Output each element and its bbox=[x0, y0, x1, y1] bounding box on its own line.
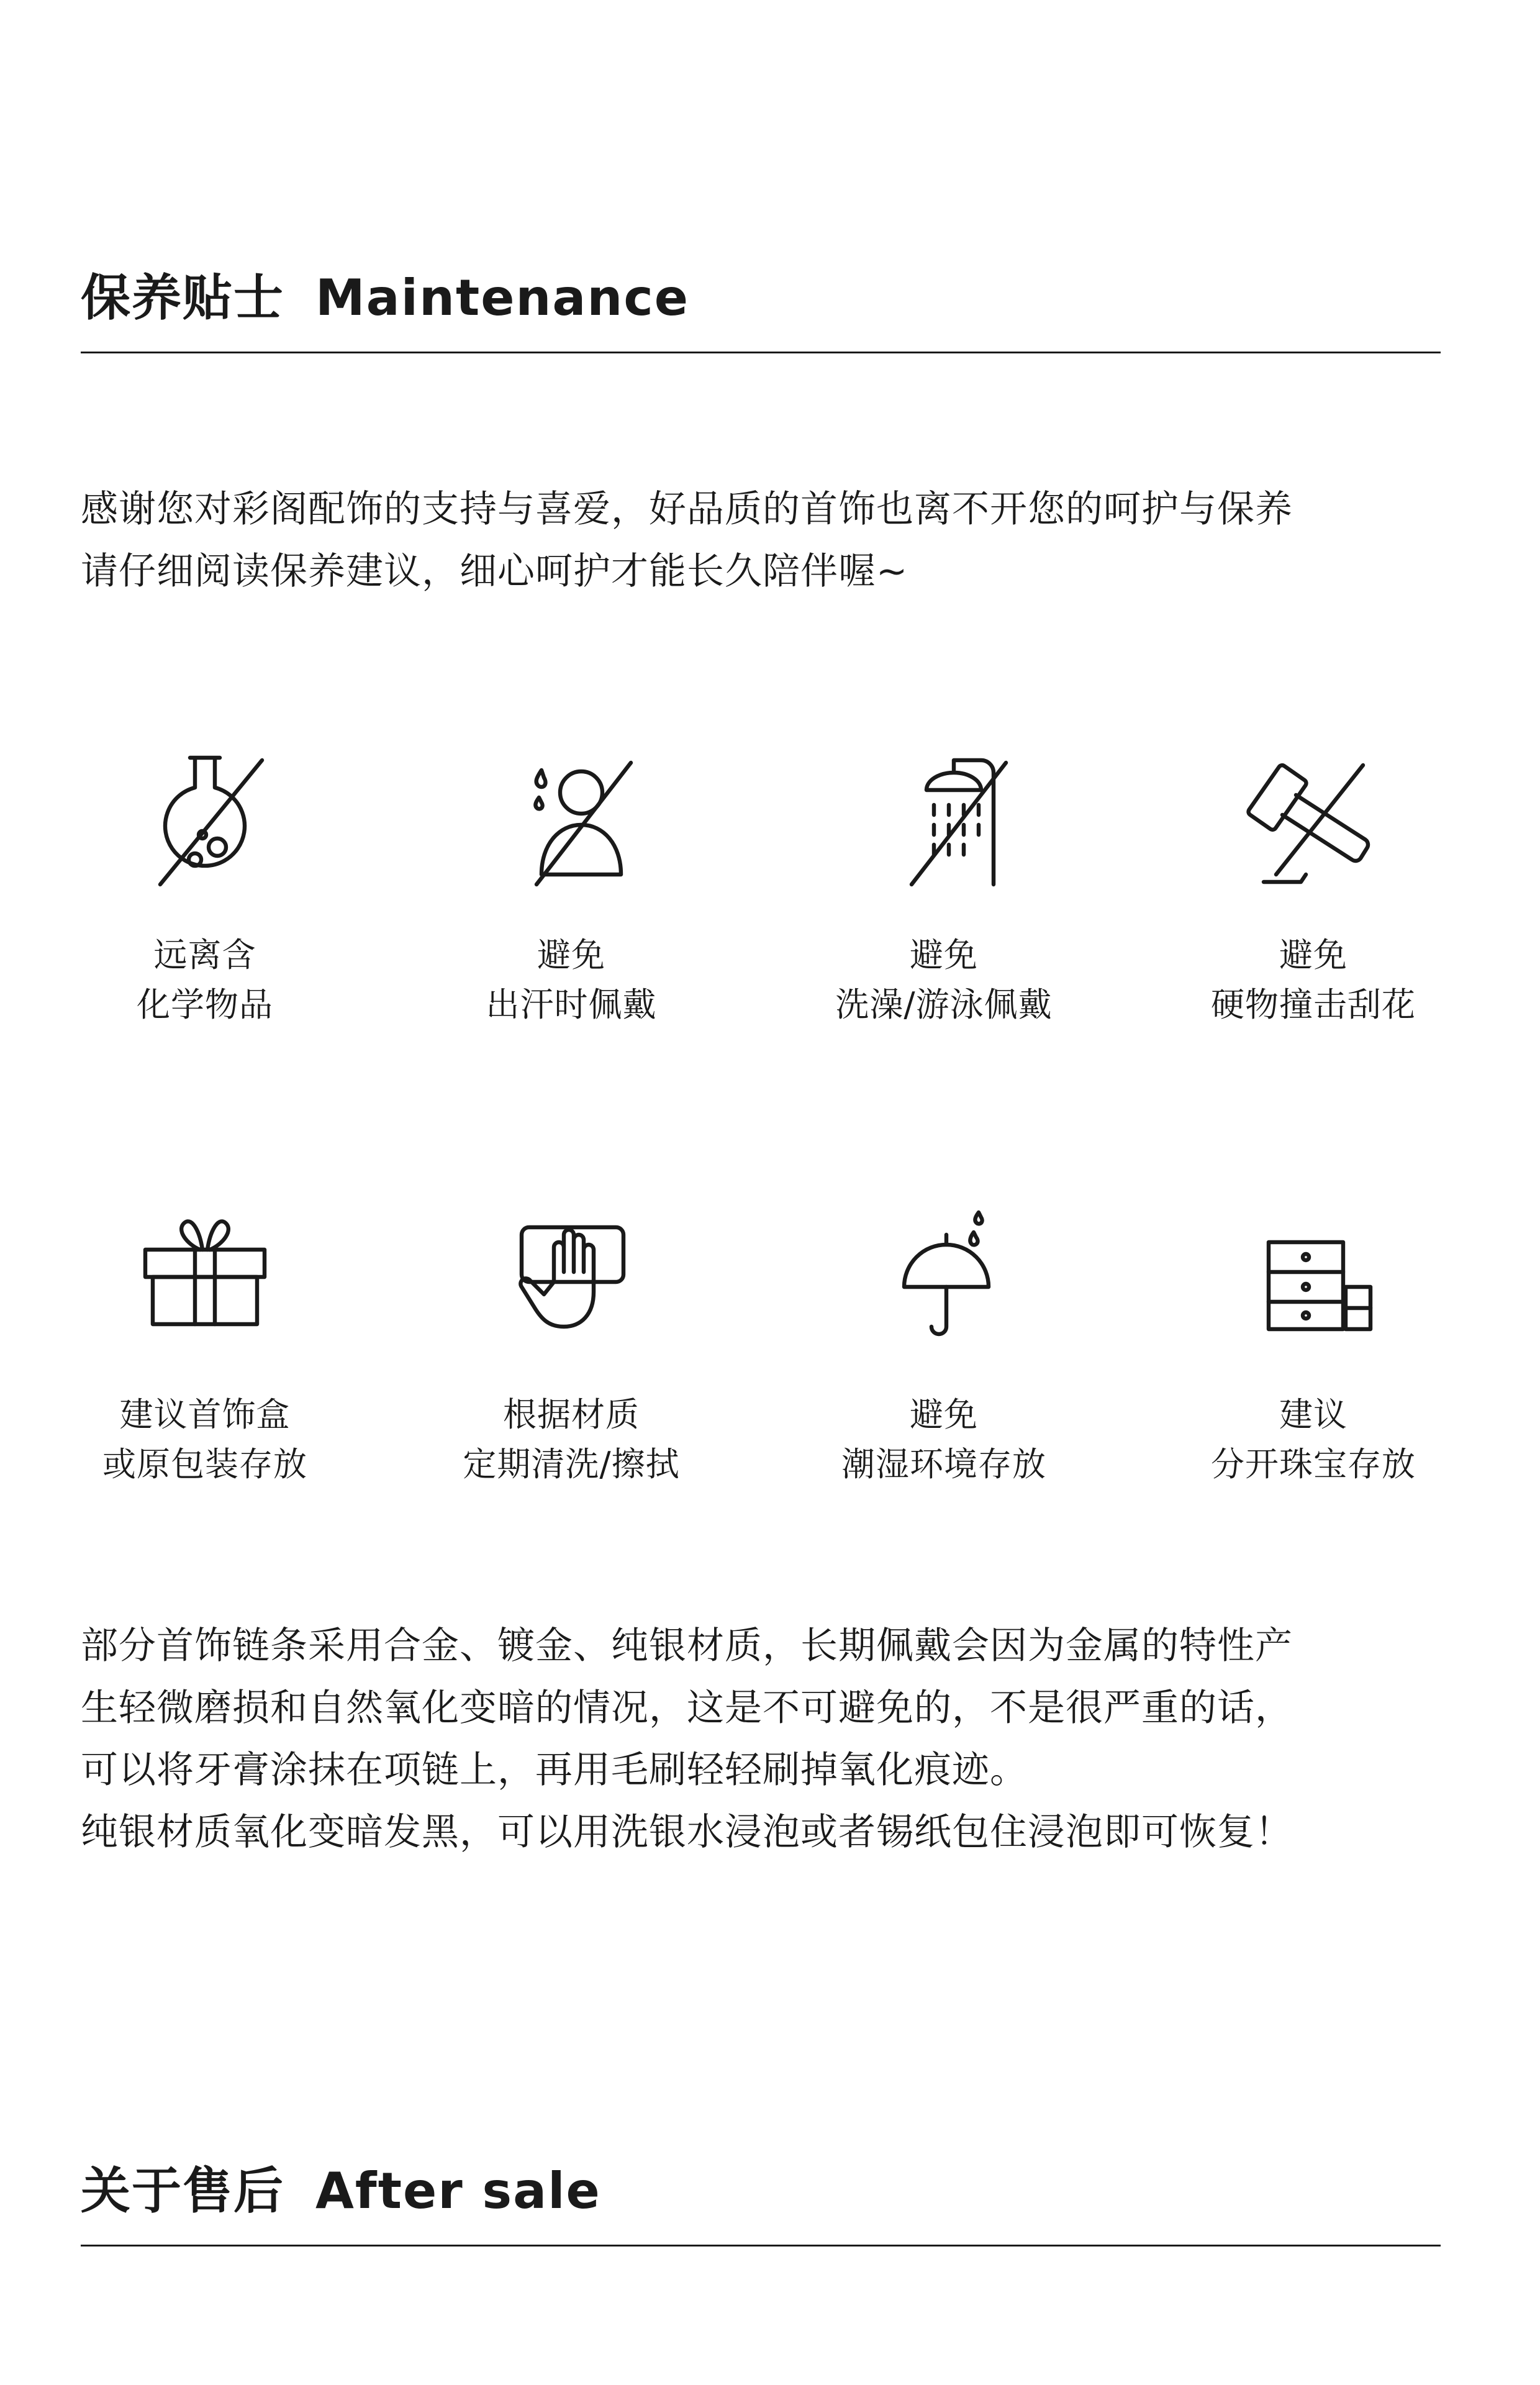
maintenance-header bbox=[81, 269, 1441, 353]
tip-caption bbox=[31, 1390, 379, 1489]
tip-caption-line: 远离含 bbox=[153, 935, 256, 974]
tip-item bbox=[770, 1205, 1118, 1489]
tip-caption-line: 建议 bbox=[1279, 1395, 1348, 1434]
intro-line: 感谢您对彩阁配饰的支持与喜爱，好品质的首饰也离不开您的呵护与保养 bbox=[81, 488, 1293, 531]
tip-item bbox=[397, 1205, 745, 1489]
tip-caption bbox=[397, 930, 745, 1030]
tip-caption-line: 避免 bbox=[1279, 935, 1348, 974]
tip-caption-line: 洗澡/游泳佩戴 bbox=[835, 985, 1053, 1024]
no-chemicals-flask-icon bbox=[118, 745, 292, 894]
aftersale-title bbox=[81, 2162, 1441, 2245]
tip-caption-line: 分开珠宝存放 bbox=[1211, 1445, 1416, 1484]
tip-caption-line: 潮湿环境存放 bbox=[841, 1445, 1046, 1484]
notes-line: 生轻微磨损和自然氧化变暗的情况，这是不可避免的，不是很严重的话， bbox=[81, 1686, 1293, 1730]
gift-box-icon bbox=[118, 1205, 292, 1354]
aftersale-title-en: After sale bbox=[315, 2162, 601, 2220]
tip-item bbox=[31, 1205, 379, 1489]
tip-caption-line: 建议首饰盒 bbox=[119, 1395, 291, 1434]
tip-item bbox=[397, 745, 745, 1030]
tip-caption bbox=[31, 930, 379, 1030]
tip-item bbox=[1139, 745, 1487, 1030]
tip-caption-line: 出汗时佩戴 bbox=[486, 985, 657, 1024]
tip-caption-line: 或原包装存放 bbox=[102, 1445, 307, 1484]
tip-caption bbox=[770, 1390, 1118, 1489]
tip-caption bbox=[770, 930, 1118, 1030]
tip-caption-line: 根据材质 bbox=[503, 1395, 640, 1434]
tip-item bbox=[1139, 1205, 1487, 1489]
tip-caption bbox=[397, 1390, 745, 1489]
drawer-cabinet-icon bbox=[1226, 1205, 1400, 1354]
tip-caption bbox=[1139, 1390, 1487, 1489]
aftersale-title-cn: 关于售后 bbox=[81, 2162, 284, 2220]
notes-line: 可以将牙膏涂抹在项链上，再用毛刷轻轻刷掉氧化痕迹。 bbox=[81, 1748, 1028, 1792]
hand-cloth-icon bbox=[484, 1205, 658, 1354]
no-hammer-scratch-icon bbox=[1226, 745, 1400, 894]
maintenance-title-en: Maintenance bbox=[315, 269, 690, 327]
intro-paragraph bbox=[81, 478, 1472, 602]
care-notes-paragraph bbox=[81, 1615, 1472, 1863]
care-tips-row bbox=[0, 1205, 1540, 1553]
intro-line: 请仔细阅读保养建议，细心呵护才能长久陪伴喔~ bbox=[81, 550, 908, 593]
maintenance-title bbox=[81, 269, 1441, 352]
tip-item bbox=[770, 745, 1118, 1030]
tip-caption-line: 避免 bbox=[910, 1395, 978, 1434]
tip-caption-line: 化学物品 bbox=[137, 985, 273, 1024]
tip-caption-line: 避免 bbox=[910, 935, 978, 974]
notes-line: 纯银材质氧化变暗发黑，可以用洗银水浸泡或者锡纸包住浸泡即可恢复！ bbox=[81, 1810, 1293, 1854]
aftersale-header bbox=[81, 2162, 1441, 2246]
no-sweat-person-icon bbox=[484, 745, 658, 894]
notes-line: 部分首饰链条采用合金、镀金、纯银材质，长期佩戴会因为金属的特性产 bbox=[81, 1624, 1293, 1668]
tip-caption bbox=[1139, 930, 1487, 1030]
no-shower-icon bbox=[857, 745, 1031, 894]
tip-caption-line: 定期清洗/擦拭 bbox=[463, 1445, 680, 1484]
care-tips-row bbox=[0, 745, 1540, 1093]
maintenance-title-cn: 保养贴士 bbox=[81, 269, 284, 327]
tip-caption-line: 硬物撞击刮花 bbox=[1211, 985, 1416, 1024]
tip-item bbox=[31, 745, 379, 1030]
tip-caption-line: 避免 bbox=[537, 935, 605, 974]
umbrella-rain-icon bbox=[857, 1205, 1031, 1354]
